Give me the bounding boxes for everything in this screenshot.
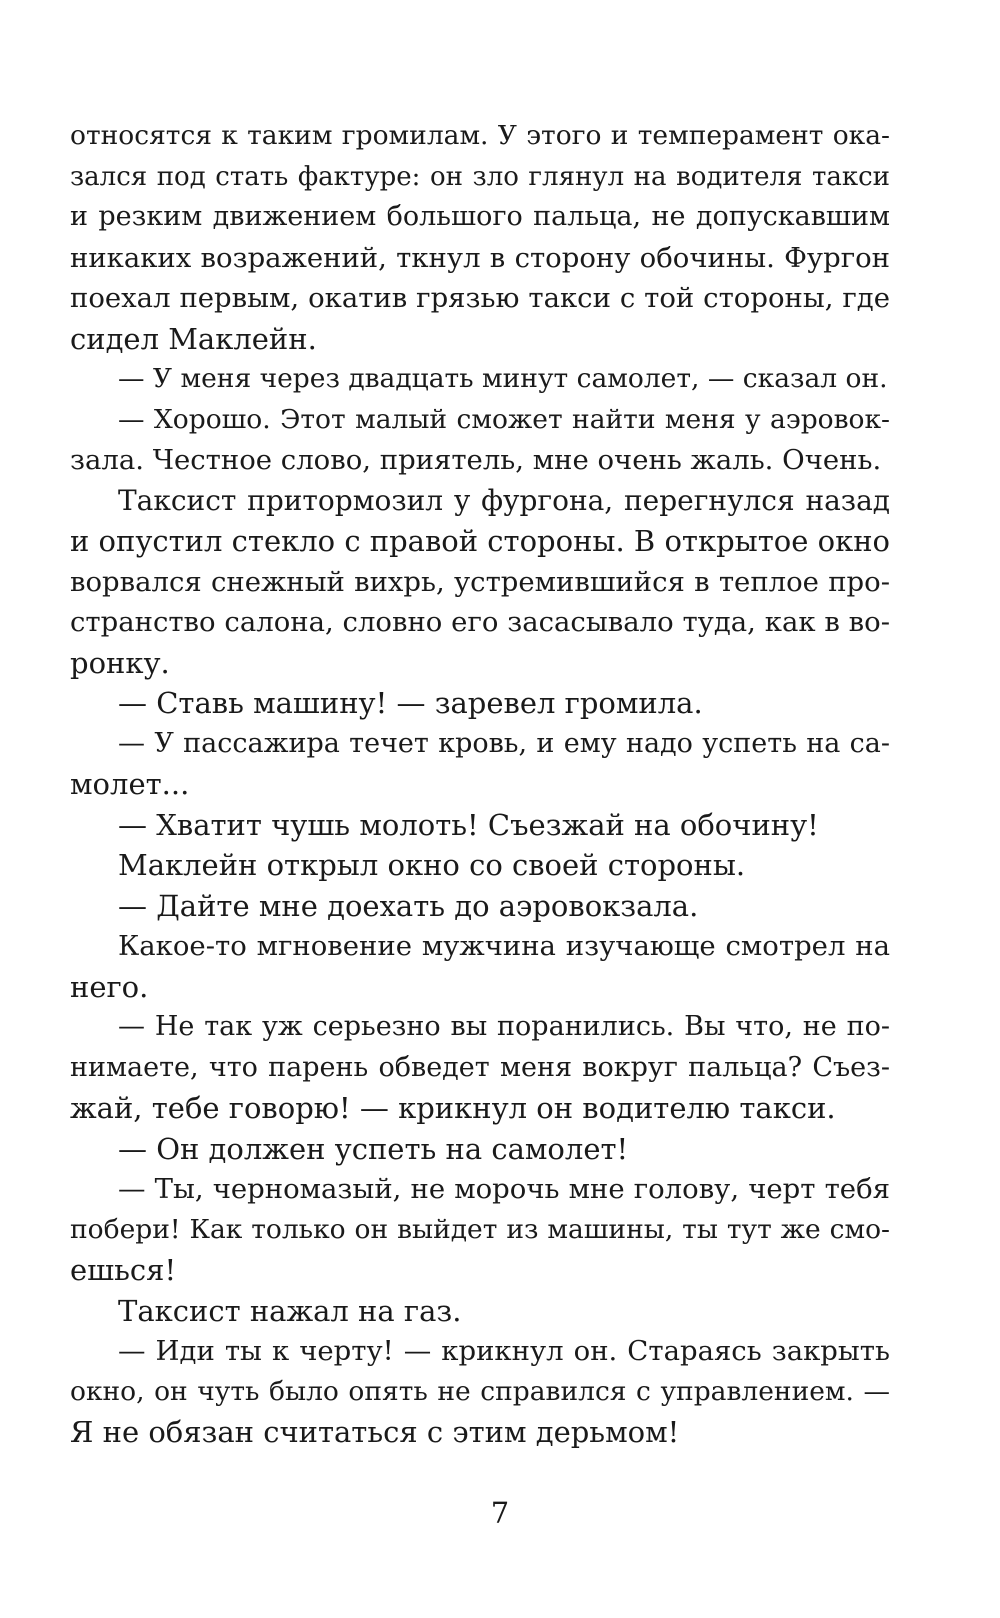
text-line: — У пассажира течет кровь, и ему надо успеть на са- bbox=[118, 727, 890, 759]
text-line: — Он должен успеть на самолет! bbox=[118, 1131, 629, 1166]
text-line: окно, он чуть было опять не справился с управлением. — bbox=[70, 1375, 890, 1407]
text-line: — У меня через двадцать минут самолет, — сказал он. bbox=[118, 363, 888, 394]
page-number: 7 bbox=[490, 1496, 510, 1530]
text-line: — Иди ты к черту! — крикнул он. Стараясь закрыть bbox=[118, 1335, 890, 1367]
text-line: и резким движением большого пальца, не допускавшим bbox=[70, 201, 890, 232]
text-line: странство салона, словно его засасывало туда, как в во- bbox=[70, 606, 890, 638]
text-line: и опустил стекло с правой стороны. В открытое окно bbox=[70, 524, 890, 558]
text-line: зался под стать фактуре: он зло глянул на водителя такси bbox=[70, 161, 890, 192]
text-line: ворвался снежный вихрь, устремившийся в теплое про- bbox=[70, 565, 890, 598]
text-line: — Хорошо. Этот малый сможет найти меня у аэровок- bbox=[118, 403, 890, 435]
text-line: жай, тебе говорю! — крикнул он водителю такси. bbox=[70, 1091, 836, 1125]
text-line: Я не обязан считаться с этим дерьмом! bbox=[70, 1415, 680, 1449]
text-line: — Ставь машину! — заревел громила. bbox=[118, 686, 703, 720]
text-line: никаких возражений, ткнул в сторону обочины. Фургон bbox=[70, 241, 890, 274]
text-line: него. bbox=[70, 969, 149, 1004]
text-line: молет... bbox=[70, 767, 190, 801]
text-line: Таксист нажал на газ. bbox=[118, 1293, 462, 1328]
text-line: Маклейн открыл окно со своей стороны. bbox=[118, 848, 746, 882]
text-line: — Не так уж серьезно вы поранились. Вы что, не по- bbox=[118, 1011, 890, 1042]
text-line: — Ты, черномазый, не морочь мне голову, черт тебя bbox=[118, 1173, 890, 1205]
text-line: побери! Как только он выйдет из машины, ты тут же смо- bbox=[70, 1213, 890, 1245]
text-line: ешься! bbox=[70, 1253, 177, 1287]
text-line: относятся к таким громилам. У этого и темперамент ока- bbox=[70, 120, 890, 151]
text-line: Таксист притормозил у фургона, перегнулся назад bbox=[118, 483, 890, 517]
text-line: ронку. bbox=[70, 645, 170, 680]
text-line: Какое-то мгновение мужчина изучающе смотрел на bbox=[118, 930, 890, 962]
text-line: нимаете, что парень обведет меня вокруг пальца? Съез- bbox=[70, 1051, 890, 1083]
text-line: — Дайте мне доехать до аэровокзала. bbox=[118, 888, 699, 923]
text-line: зала. Честное слово, приятель, мне очень жаль. Очень. bbox=[70, 444, 882, 476]
text-line: поехал первым, окатив грязью такси с той стороны, где bbox=[70, 282, 890, 314]
text-line: — Хватит чушь молоть! Съезжай на обочину! bbox=[118, 807, 819, 842]
body-text bbox=[70, 116, 890, 1453]
text-line: сидел Маклейн. bbox=[70, 321, 317, 356]
